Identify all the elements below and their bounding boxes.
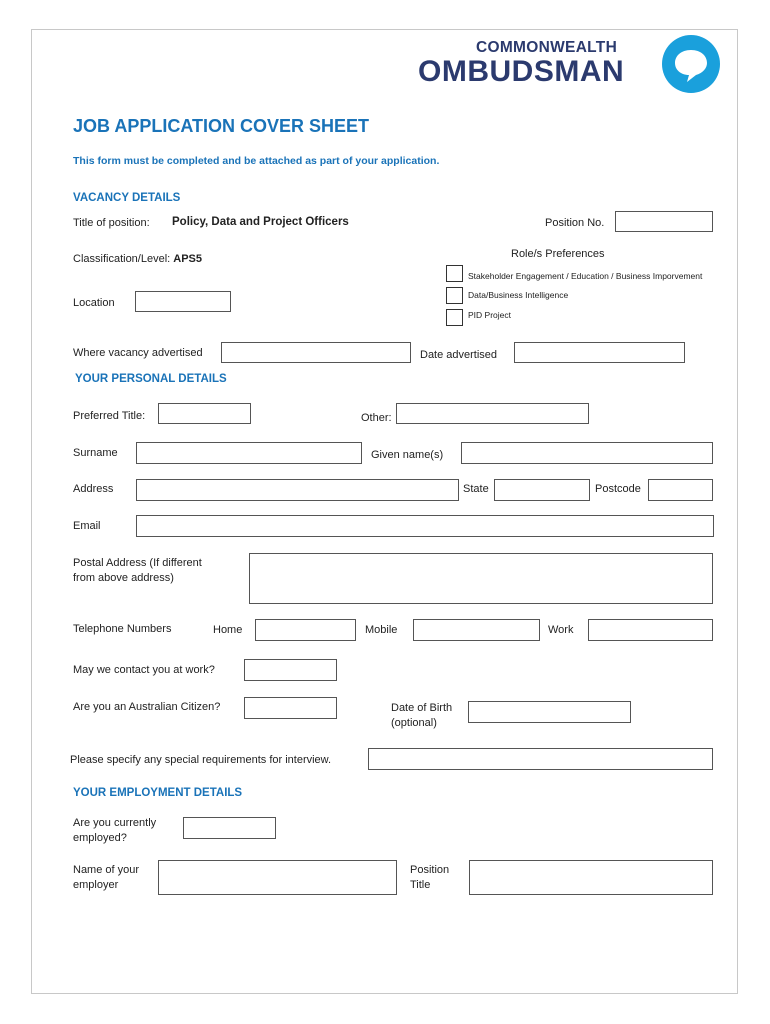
preferred-title-field[interactable] [158,403,251,424]
work-phone-field[interactable] [588,619,713,641]
address-label: Address [73,483,114,495]
role-checkbox-data[interactable] [446,287,463,304]
telephone-label: Telephone Numbers [73,623,172,635]
home-phone-field[interactable] [255,619,356,641]
email-field[interactable] [136,515,714,537]
state-label: State [463,483,489,495]
position-title-label: Title of position: [73,217,150,229]
employer-name-field[interactable] [158,860,397,895]
roles-preferences-label: Role/s Preferences [511,248,605,260]
preferred-title-label: Preferred Title: [73,410,146,422]
home-phone-label: Home [213,624,243,636]
date-of-birth-field[interactable] [468,701,631,723]
form-page [31,29,738,994]
australian-citizen-label: Are you an Australian Citizen? [73,701,221,713]
special-requirements-field[interactable] [368,748,713,770]
postal-address-label: Postal Address (If different from above address) [73,557,202,584]
state-field[interactable] [494,479,590,501]
speech-bubble-logo-icon [660,35,722,95]
classification-value: APS5 [173,253,203,265]
logo-text-commonwealth: COMMONWEALTH [476,39,618,56]
location-label: Location [73,297,115,309]
section-employment-details: YOUR EMPLOYMENT DETAILS [73,787,243,799]
role-label-data: Data/Business Intelligence [468,290,569,300]
mobile-phone-label: Mobile [365,624,398,636]
section-vacancy-details: VACANCY DETAILS [73,192,181,204]
special-requirements-label: Please specify any special requirements for interview. [70,754,332,766]
location-field[interactable] [135,291,231,312]
role-checkbox-pid[interactable] [446,309,463,326]
other-title-label: Other: [361,412,392,424]
date-advertised-label: Date advertised [420,349,498,361]
surname-label: Surname [73,447,118,459]
where-advertised-label: Where vacancy advertised [73,347,203,359]
currently-employed-label: Are you currently employed? [73,817,157,844]
position-title-field[interactable] [469,860,713,895]
logo-text-ombudsman: OMBUDSMAN [418,55,625,88]
classification-label-text: Classification/Level: [73,253,171,265]
role-checkbox-stakeholder[interactable] [446,265,463,282]
surname-field[interactable] [136,442,362,464]
role-label-pid: PID Project [468,310,511,320]
section-personal-details: YOUR PERSONAL DETAILS [75,373,227,385]
postcode-label: Postcode [595,483,641,495]
address-field[interactable] [136,479,459,501]
where-advertised-field[interactable] [221,342,411,363]
role-label-stakeholder: Stakeholder Engagement / Education / Business Imporvement [468,271,703,281]
given-names-field[interactable] [461,442,713,464]
given-names-label: Given name(s) [371,449,444,461]
postal-address-field[interactable] [249,553,713,604]
postcode-field[interactable] [648,479,713,501]
form-intro: This form must be completed and be attached as part of your application. [73,155,440,167]
contact-at-work-field[interactable] [244,659,337,681]
form-title: JOB APPLICATION COVER SHEET [73,116,370,136]
position-title-value: Policy, Data and Project Officers [172,216,349,228]
date-of-birth-label: Date of Birth (optional) [391,702,453,729]
position-title-label-employment: Position Title [410,864,450,891]
email-label: Email [73,520,101,532]
contact-at-work-label: May we contact you at work? [73,664,215,676]
classification-label [73,252,202,266]
mobile-phone-field[interactable] [413,619,540,641]
australian-citizen-field[interactable] [244,697,337,719]
position-no-label: Position No. [545,217,605,229]
currently-employed-field[interactable] [183,817,276,839]
work-phone-label: Work [548,624,574,636]
date-advertised-field[interactable] [514,342,685,363]
other-title-field[interactable] [396,403,589,424]
employer-name-label: Name of your employer [73,864,140,891]
position-no-field[interactable] [615,211,713,232]
